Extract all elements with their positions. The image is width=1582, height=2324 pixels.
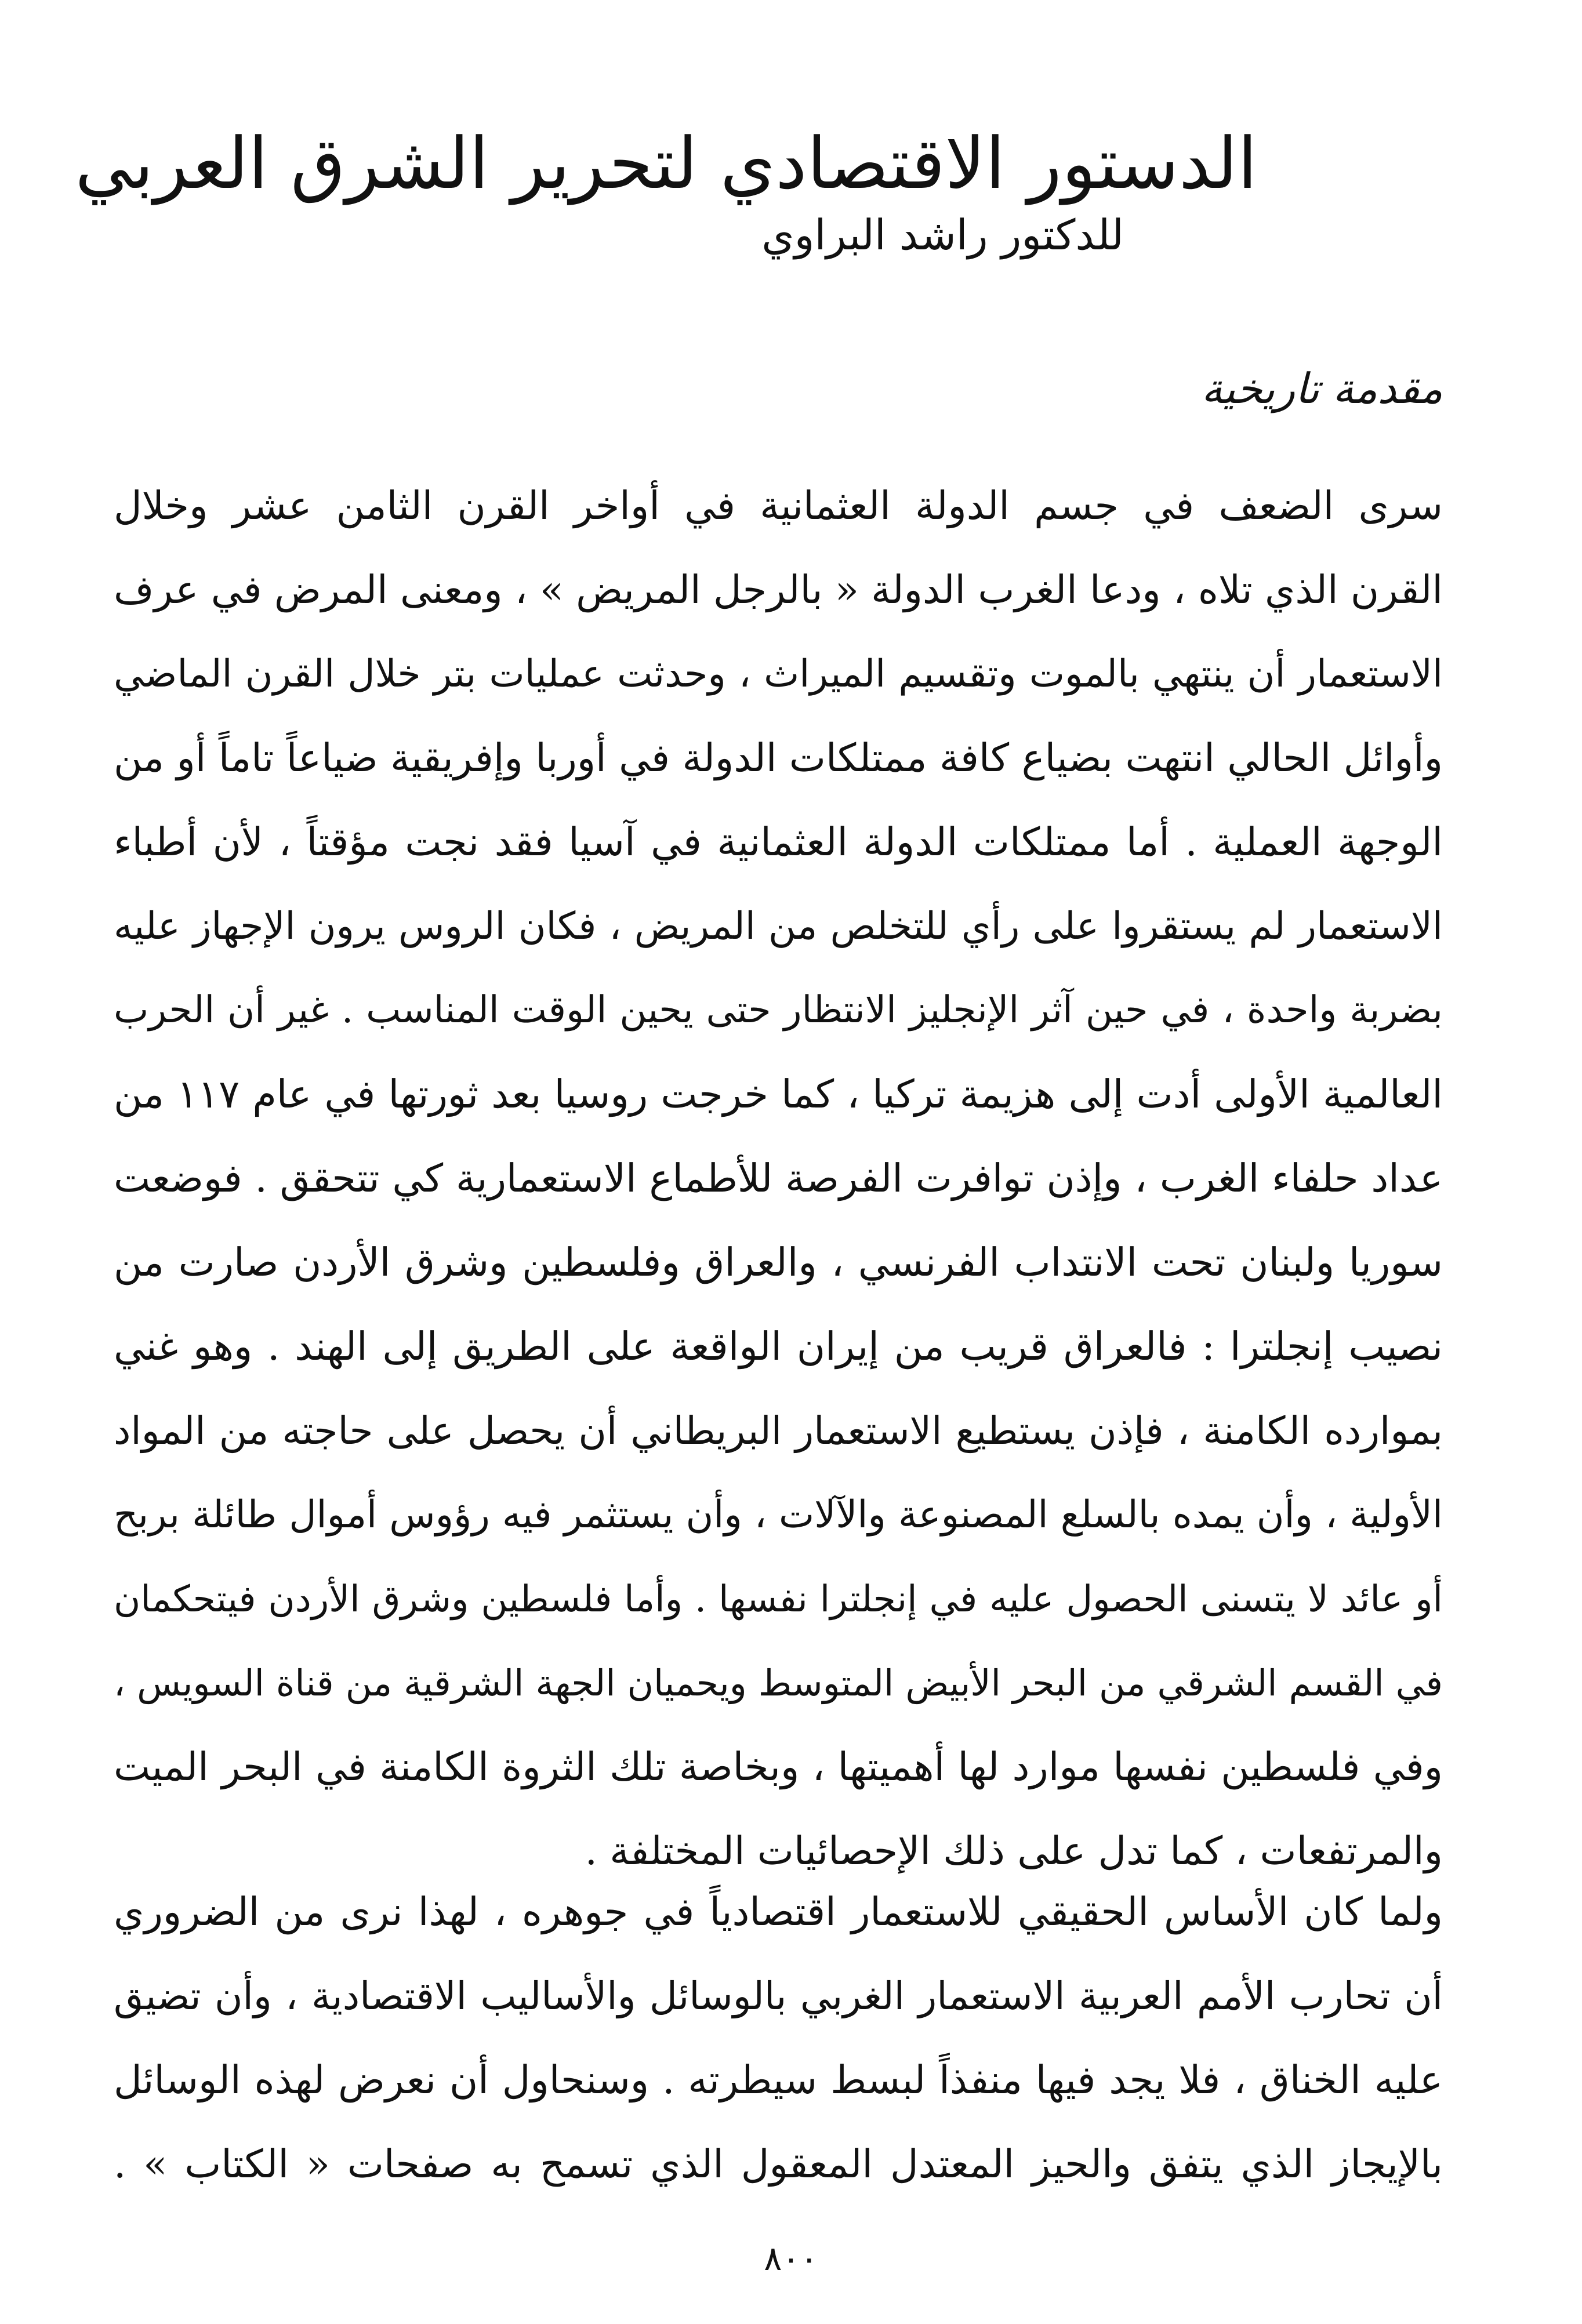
text-line: عداد حلفاء الغرب ، وإذن توافرت الفرصة للأطماع الاستعمارية كي تتحقق . فوضعت	[114, 1156, 1443, 1201]
page-number: ٨٠٠	[764, 2239, 818, 2278]
text-line: أن تحارب الأمم العربية الاستعمار الغربي بالوسائل والأساليب الاقتصادية ، وأن تضيق	[114, 1974, 1443, 2018]
text-line: العالمية الأولى أدت إلى هزيمة تركيا ، كما خرجت روسيا بعد ثورتها في عام ١١٧ من	[114, 1072, 1443, 1117]
article-title: الدستور الاقتصادي لتحرير الشرق العربي	[75, 122, 1257, 205]
paragraph-1	[114, 464, 1443, 1893]
text-line: عليه الخناق ، فلا يجد فيها منفذاً لبسط سيطرته . وسنحاول أن نعرض لهذه الوسائل	[114, 2057, 1443, 2103]
text-line: وفي فلسطين نفسها موارد لها أهميتها ، وبخاصة تلك الثروة الكامنة في البحر الميت	[114, 1744, 1443, 1789]
paragraph-2	[114, 1870, 1443, 2206]
text-line: بالإيجاز الذي يتفق والحيز المعتدل المعقول الذي تسمح به صفحات « الكتاب » .	[114, 2141, 1443, 2187]
text-line: بضربة واحدة ، في حين آثر الإنجليز الانتظار حتى يحين الوقت المناسب . غير أن الحرب	[114, 989, 1443, 1032]
text-line: أو عائد لا يتسنى الحصول عليه في إنجلترا نفسها . وأما فلسطين وشرق الأردن فيتحكمان	[114, 1578, 1443, 1620]
text-line: ولما كان الأساس الحقيقي للاستعمار اقتصادياً في جوهره ، لهذا نرى من الضروري	[114, 1889, 1443, 1934]
text-line: في القسم الشرقي من البحر الأبيض المتوسط ويحميان الجهة الشرقية من قناة السويس ،	[114, 1662, 1443, 1704]
text-line: سرى الضعف في جسم الدولة العثمانية في أواخر القرن الثامن عشر وخلال	[114, 483, 1443, 528]
text-line: والمرتفعات ، كما تدل على ذلك الإحصائيات المختلفة .	[585, 1828, 1443, 1873]
text-line: القرن الذي تلاه ، ودعا الغرب الدولة « بالرجل المريض » ، ومعنى المرض في عرف	[114, 567, 1443, 612]
text-line: الأولية ، وأن يمده بالسلع المصنوعة والآلات ، وأن يستثمر فيه رؤوس أموال طائلة بربح	[114, 1493, 1443, 1537]
text-line: الوجهة العملية . أما ممتلكات الدولة العثمانية في آسيا فقد نجت مؤقتاً ، لأن أطباء	[114, 819, 1443, 865]
text-line: الاستعمار لم يستقروا على رأي للتخلص من المريض ، فكان الروس يرون الإجهاز عليه	[114, 905, 1443, 948]
section-heading: مقدمة تاريخية	[1201, 364, 1443, 413]
text-line: سوريا ولبنان تحت الانتداب الفرنسي ، والعراق وفلسطين وشرق الأردن صارت من	[114, 1240, 1443, 1285]
text-line: نصيب إنجلترا : فالعراق قريب من إيران الواقعة على الطريق إلى الهند . وهو غني	[114, 1324, 1443, 1369]
author-byline: للدكتور راشد البراوي	[761, 210, 1124, 259]
text-line: الاستعمار أن ينتهي بالموت وتقسيم الميراث ، وحدثت عمليات بتر خلال القرن الماضي	[114, 652, 1443, 696]
text-line: بموارده الكامنة ، فإذن يستطيع الاستعمار البريطاني أن يحصل على حاجته من المواد	[114, 1408, 1443, 1453]
text-line: وأوائل الحالي انتهت بضياع كافة ممتلكات الدولة في أوربا وإفريقية ضياعاً تاماً أو من	[114, 735, 1443, 780]
